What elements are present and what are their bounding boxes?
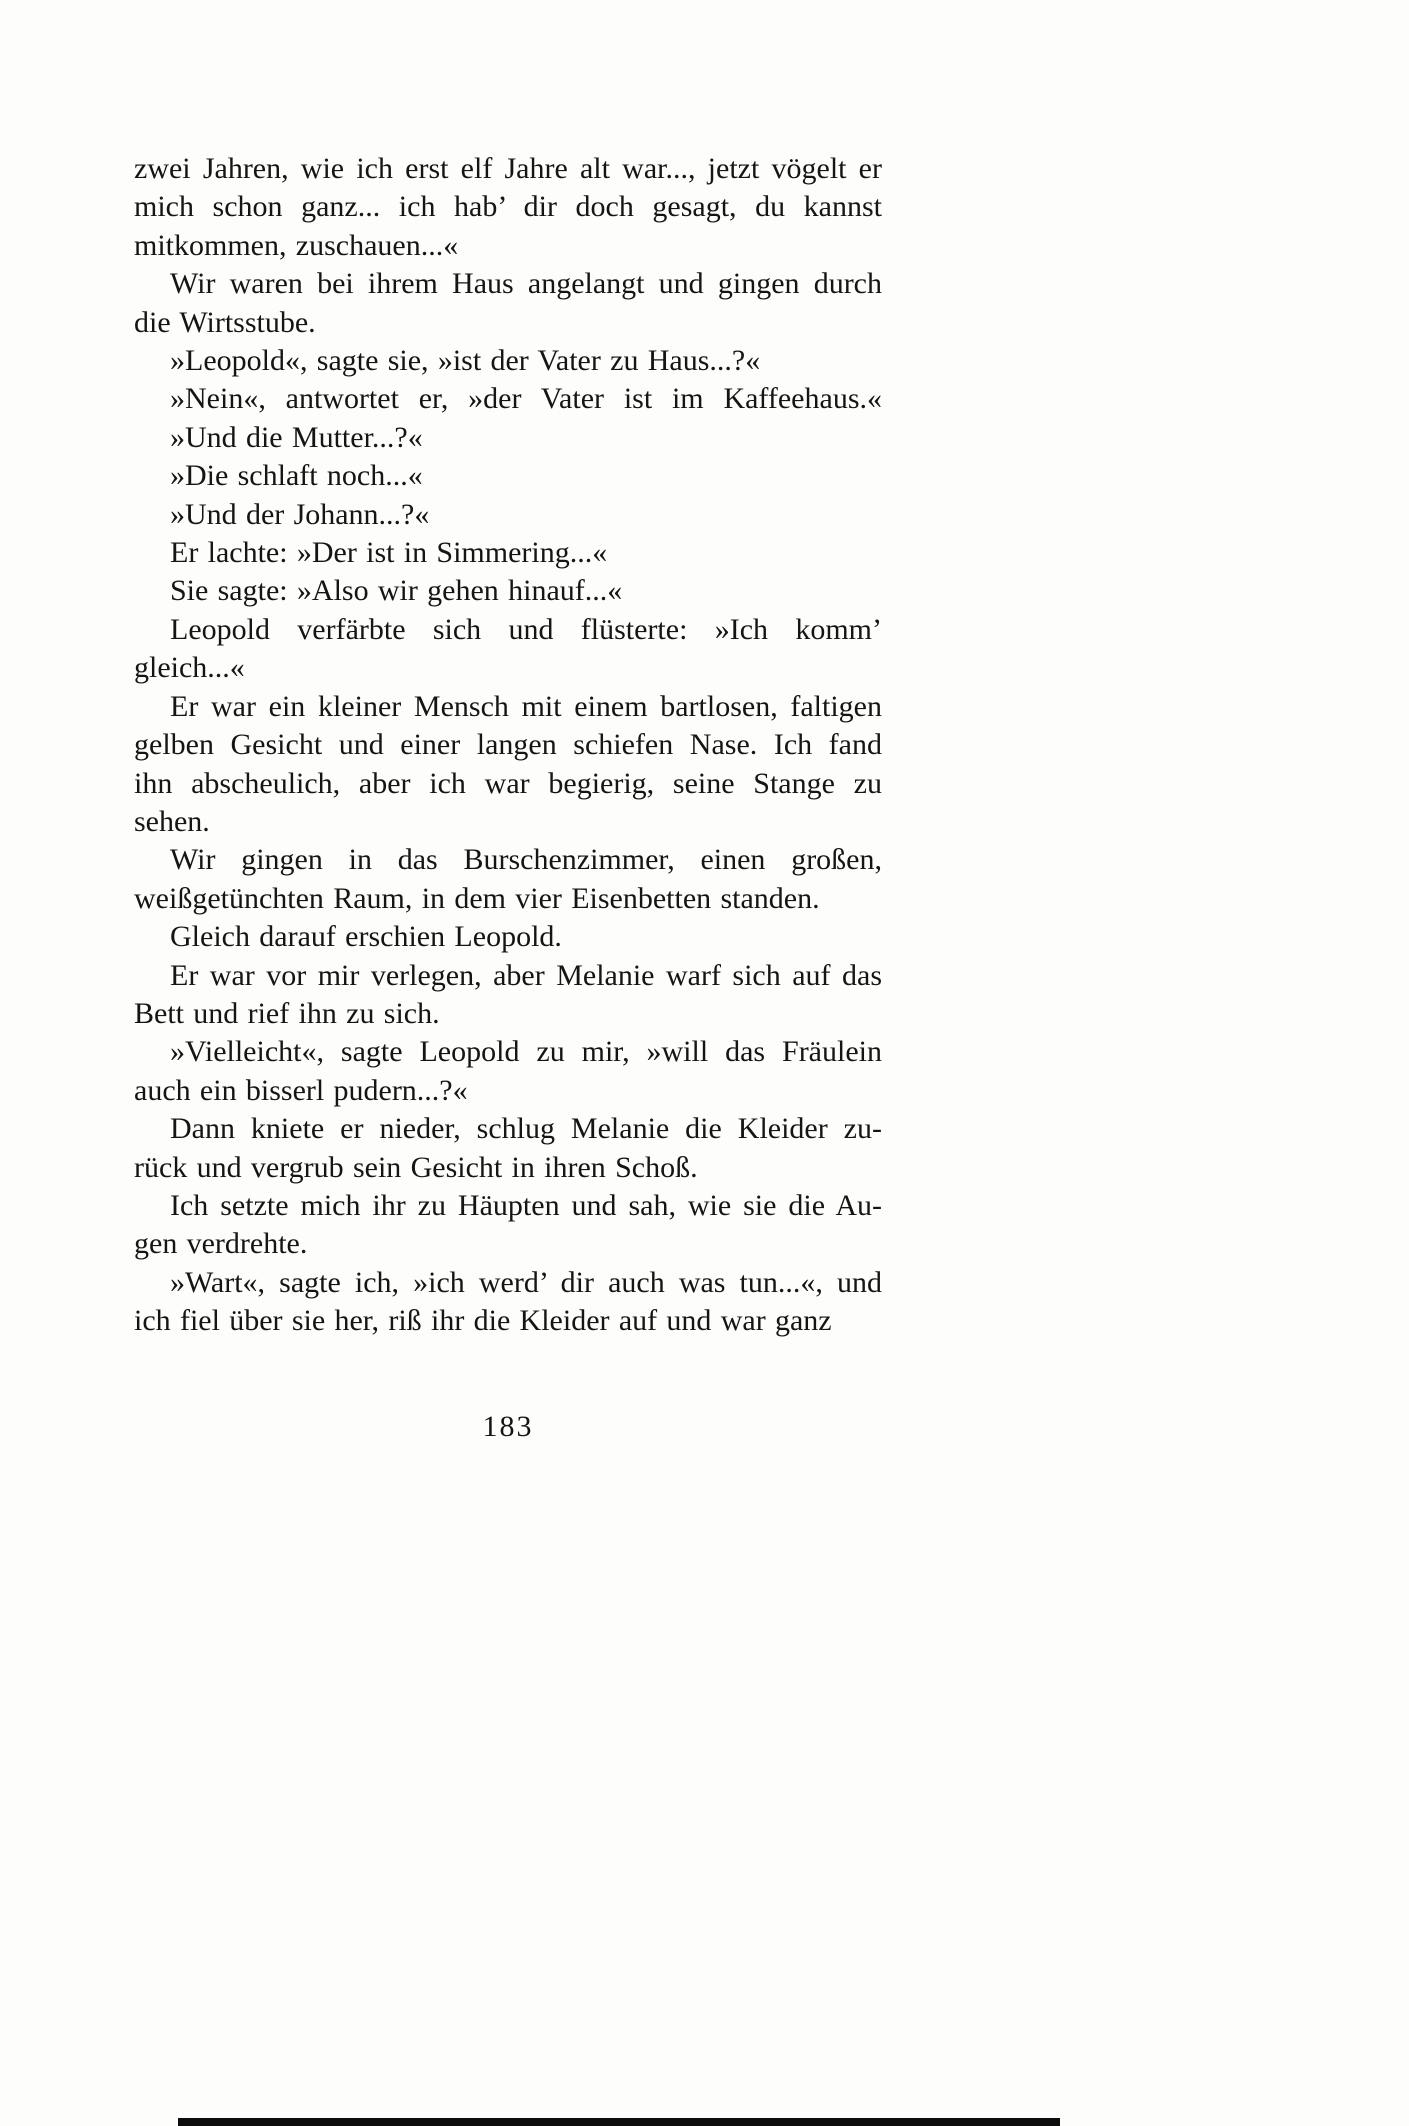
text-line: Gleich darauf erschien Leopold. xyxy=(170,920,562,954)
paragraph xyxy=(134,457,882,495)
text-line: Er war ein kleiner Mensch mit einem bartlosen, faltigen xyxy=(170,689,882,723)
paragraph xyxy=(134,611,882,688)
paragraph xyxy=(134,918,882,956)
text-line: gleich...« xyxy=(134,651,245,685)
text-line: rück und vergrub sein Gesicht in ihren Schoß. xyxy=(134,1150,698,1184)
scan-edge-artifact xyxy=(178,2118,1060,2126)
paragraph xyxy=(134,841,882,918)
text-line: mich schon ganz... ich hab’ dir doch gesagt, du kannst xyxy=(134,190,882,224)
text-line: »Leopold«, sagte sie, »ist der Vater zu Haus...?« xyxy=(170,344,761,378)
paragraph xyxy=(134,342,882,380)
paragraph xyxy=(134,496,882,534)
paragraph xyxy=(134,957,882,1034)
text-line: weißgetünchten Raum, in dem vier Eisenbetten standen. xyxy=(134,881,820,915)
paragraph xyxy=(134,572,882,610)
paragraph xyxy=(134,150,882,265)
text-line: ich fiel über sie her, riß ihr die Kleider auf und war ganz xyxy=(134,1304,832,1338)
text-line: »Vielleicht«, sagte Leopold zu mir, »will das Fräulein xyxy=(170,1035,882,1069)
paragraph xyxy=(134,1033,882,1110)
text-line: »Wart«, sagte ich, »ich werd’ dir auch was tun...«, und xyxy=(170,1265,882,1299)
text-line: ihn abscheulich, aber ich war begierig, seine Stange zu xyxy=(134,766,882,800)
text-line: Sie sagte: »Also wir gehen hinauf...« xyxy=(170,574,623,608)
text-line: Er lachte: »Der ist in Simmering...« xyxy=(170,536,608,570)
text-line: Wir gingen in das Burschenzimmer, einen großen, xyxy=(170,843,882,877)
text-line: »Und der Johann...?« xyxy=(170,497,430,531)
text-line: Er war vor mir verlegen, aber Melanie warf sich auf das xyxy=(170,958,882,992)
text-line: mitkommen, zuschauen...« xyxy=(134,228,459,262)
paragraph xyxy=(134,419,882,457)
text-line: Bett und rief ihn zu sich. xyxy=(134,996,440,1030)
text-line: Leopold verfärbte sich und flüsterte: »Ich komm’ xyxy=(170,612,882,646)
text-line: zwei Jahren, wie ich erst elf Jahre alt war..., jetzt vögelt er xyxy=(134,152,882,185)
text-line: Dann kniete er nieder, schlug Melanie die Kleider zu- xyxy=(170,1112,882,1146)
text-line: sehen. xyxy=(134,804,210,838)
page-number: 183 xyxy=(482,1410,534,1443)
text-line: »Und die Mutter...?« xyxy=(170,420,423,454)
paragraph xyxy=(134,380,882,418)
paragraph xyxy=(134,1110,882,1187)
text-line: »Die schlaft noch...« xyxy=(170,459,423,493)
text-line: »Nein«, antwortet er, »der Vater ist im Kaffeehaus.« xyxy=(170,382,882,416)
text-line: Ich setzte mich ihr zu Häupten und sah, wie sie die Au- xyxy=(170,1188,882,1222)
paragraph xyxy=(134,688,882,842)
text-line: gen verdrehte. xyxy=(134,1227,308,1261)
text-block xyxy=(134,150,882,1341)
text-line: auch ein bisserl pudern...?« xyxy=(134,1073,468,1107)
paragraph xyxy=(134,534,882,572)
text-line: die Wirtsstube. xyxy=(134,305,316,339)
paragraph xyxy=(134,1264,882,1341)
paragraph xyxy=(134,1187,882,1264)
text-line: Wir waren bei ihrem Haus angelangt und gingen durch xyxy=(170,267,882,301)
text-line: gelben Gesicht und einer langen schiefen Nase. Ich fand xyxy=(134,728,882,762)
paragraph xyxy=(134,265,882,342)
